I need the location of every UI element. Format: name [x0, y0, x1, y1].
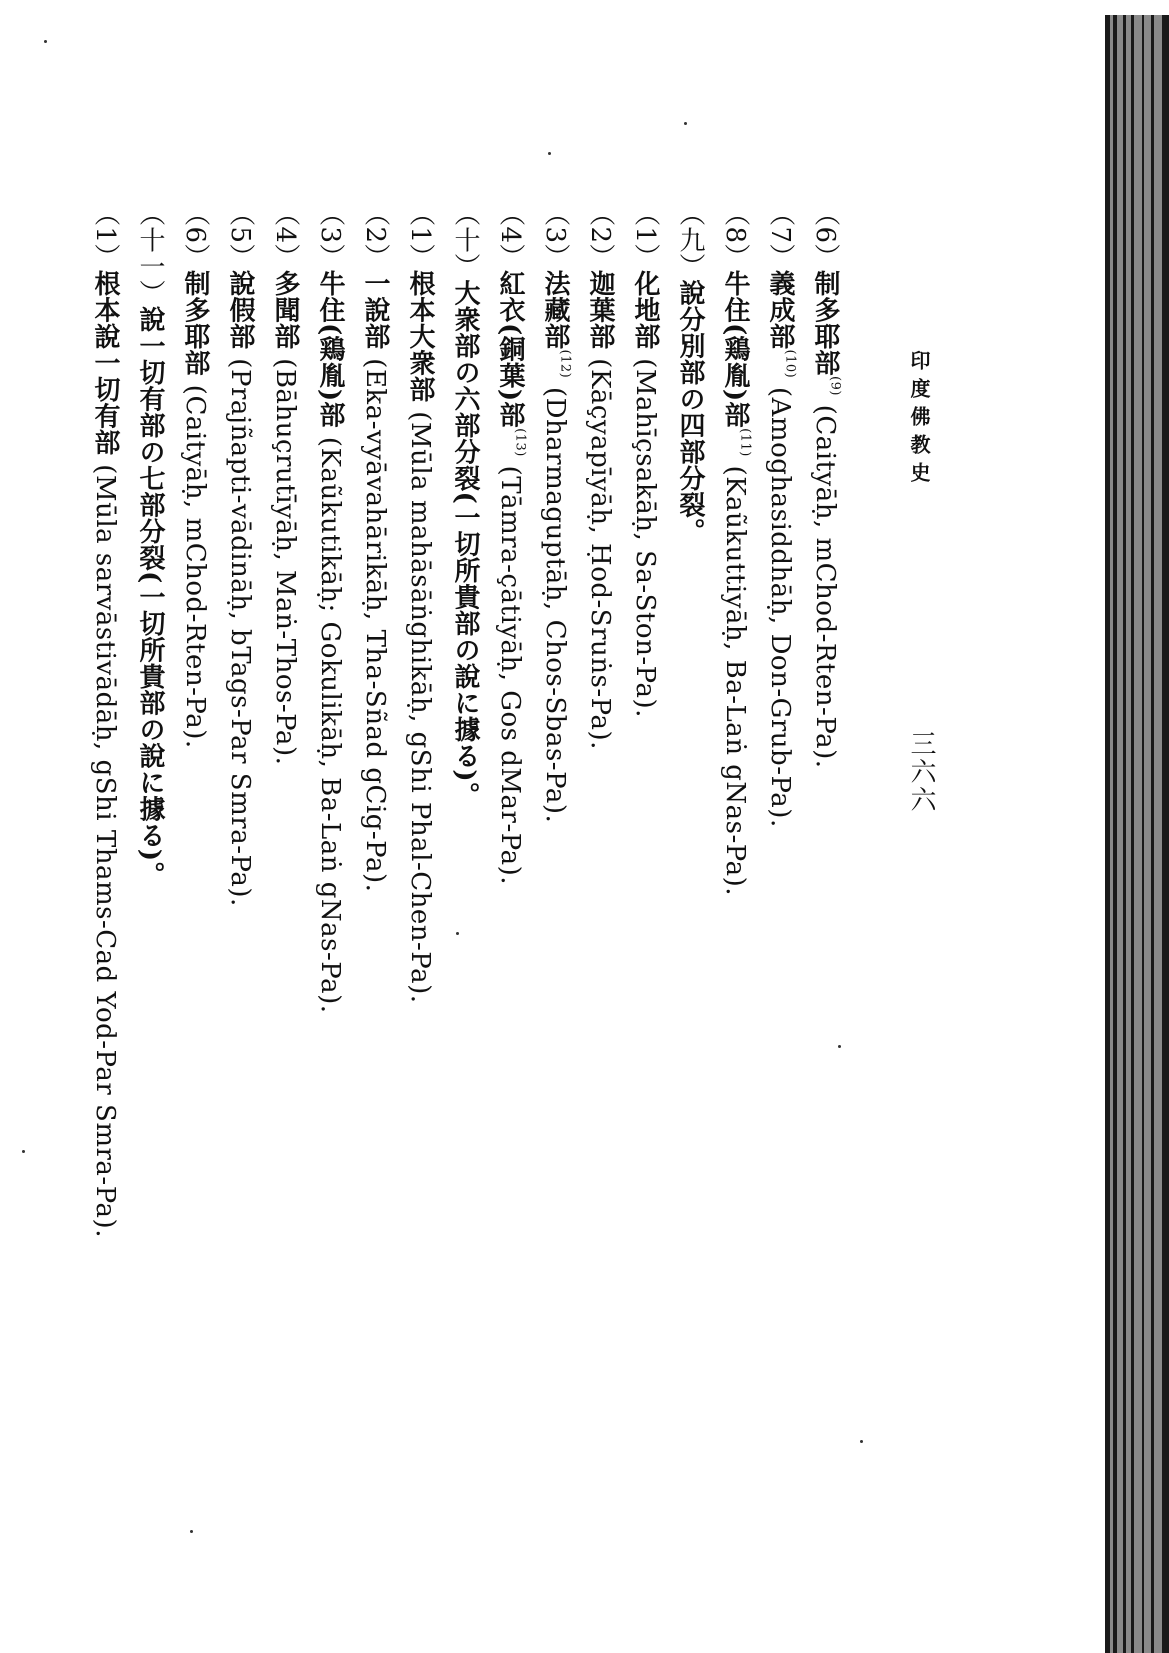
text-line — [223, 200, 257, 907]
item-title: 法藏部 — [540, 270, 570, 350]
item-number: （6） — [810, 200, 840, 271]
item-title: 根本大衆部 — [405, 270, 435, 403]
item-transliteration: (Tāmra-çātiyāḥ, Gos dMar-Pa). — [495, 456, 525, 885]
footnote-marker: (13) — [512, 428, 528, 457]
text-line — [133, 200, 167, 888]
item-number: （8） — [720, 200, 750, 271]
item-transliteration: (Dharmaguptāḥ, Chos-Sbas-Pa). — [540, 378, 570, 824]
item-transliteration: (Prajñapti-vādināḥ, bTags-Par Smra-Pa). — [225, 349, 255, 907]
item-transliteration: (Bāhuçrutīyāḥ, Maṅ-Thos-Pa). — [270, 349, 300, 766]
item-transliteration: (Kaũkuttiyāḥ, Ba-Laṅ gNas-Pa). — [720, 456, 750, 897]
item-transliteration: (Caityāḥ, mChod-Rten-Pa). — [810, 395, 840, 769]
item-number: （5） — [225, 200, 255, 271]
item-transliteration: (Mūla sarvāstivādāḥ, gShi Thams-Cad Yod-Par Smra-Pa). — [90, 455, 120, 1238]
item-number: （十一） — [135, 200, 165, 306]
footnote-marker: (9) — [827, 376, 843, 396]
item-number: （3） — [540, 200, 570, 271]
item-title: 說假部 — [225, 270, 255, 350]
text-line — [88, 200, 122, 1238]
item-title: 說分別部の四部分裂。 — [675, 279, 705, 545]
item-transliteration: (Mūla mahāsāṅghikāḥ, gShi Phal-Chen-Pa). — [405, 402, 435, 1004]
text-line — [178, 200, 212, 749]
item-title: 義成部 — [765, 270, 795, 350]
footnote-marker: (10) — [782, 349, 798, 379]
item-number: （1） — [90, 200, 120, 271]
text-line — [313, 200, 347, 1014]
item-transliteration: (Kaũkutikāḥ; Gokulikāḥ, Ba-Laṅ gNas-Pa). — [315, 428, 345, 1014]
item-transliteration: (Mahīçsakāḥ, Sa-Ston-Pa). — [630, 349, 660, 718]
text-line — [718, 200, 762, 896]
item-number: （十） — [450, 200, 480, 280]
item-title: 根本說一切有部 — [90, 270, 120, 456]
item-number: （九） — [675, 200, 705, 280]
item-number: （4） — [495, 200, 525, 271]
item-title: 一說部 — [360, 270, 390, 350]
text-line — [583, 200, 617, 750]
page-number: 三六六 — [906, 730, 936, 814]
item-number: （6） — [180, 200, 210, 271]
item-number: （7） — [765, 200, 795, 271]
text-line — [763, 200, 807, 828]
item-title: 牛住(鶏胤)部 — [720, 270, 750, 429]
footnote-marker: (12) — [557, 349, 573, 379]
running-header: 印度佛教史 — [907, 350, 931, 490]
text-line — [538, 200, 582, 823]
item-transliteration: (Eka-vyāvahārikāḥ, Tha-Sñad gCig-Pa). — [360, 349, 390, 893]
text-line — [403, 200, 437, 1004]
item-number: （4） — [270, 200, 300, 271]
item-title: 迦葉部 — [585, 270, 615, 350]
book-binding-edge — [1105, 15, 1169, 1653]
text-line — [448, 200, 482, 809]
item-title: 紅衣(銅葉)部 — [495, 270, 525, 429]
footnote-marker: (11) — [737, 428, 753, 457]
text-line — [268, 200, 302, 765]
item-number: （3） — [315, 200, 345, 271]
item-transliteration: (Amoghasiddhāḥ, Don-Grub-Pa). — [765, 378, 795, 828]
item-title: 牛住(鶏胤)部 — [315, 270, 345, 429]
item-transliteration: (Kāçyapīyāḥ, Ḥod-Sruṅs-Pa). — [585, 349, 615, 750]
text-line — [673, 200, 707, 545]
item-title: 化地部 — [630, 270, 660, 350]
item-number: （2） — [585, 200, 615, 271]
item-title: 多聞部 — [270, 270, 300, 350]
item-transliteration: (Caityāḥ, mChod-Rten-Pa). — [180, 376, 210, 749]
item-title: 制多耶部 — [810, 270, 840, 377]
item-title: 制多耶部 — [180, 270, 210, 377]
text-line — [493, 200, 537, 885]
item-number: （1） — [405, 200, 435, 271]
text-line — [628, 200, 662, 718]
item-title: 說一切有部の七部分裂(一切所貴部の說に據る)。 — [135, 306, 165, 889]
text-line — [358, 200, 392, 892]
item-number: （1） — [630, 200, 660, 271]
item-title: 大衆部の六部分裂(一切所貴部の說に據る)。 — [450, 279, 480, 809]
item-number: （2） — [360, 200, 390, 271]
text-line — [808, 200, 852, 769]
